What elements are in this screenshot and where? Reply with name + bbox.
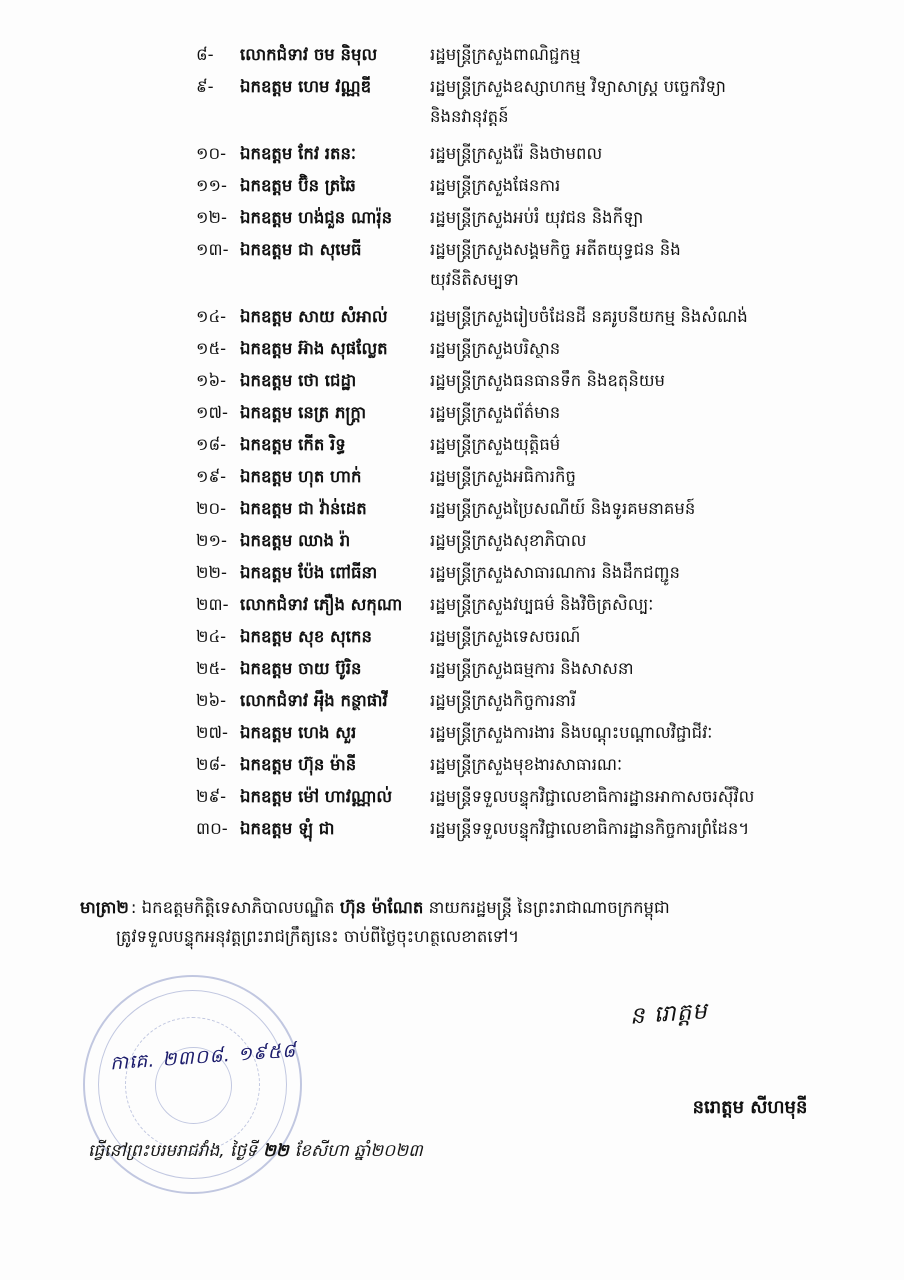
- list-item-number: ២២-: [196, 563, 227, 582]
- list-item: [0, 203, 904, 233]
- list-item-role: រដ្ឋមន្ត្រីក្រសួងយុត្តិធម៌: [430, 435, 561, 454]
- list-item-number: ១៩-: [196, 467, 227, 486]
- list-item-role: រដ្ឋមន្ត្រីក្រសួងរ៉ែ និងថាមពល: [430, 144, 603, 163]
- list-item: [0, 462, 904, 492]
- list-item-role: រដ្ឋមន្ត្រីក្រសួងវប្បធម៌ និងវិចិត្រសិល្បៈ: [430, 595, 654, 614]
- place-and-date: [88, 1140, 423, 1165]
- list-item-name: ឯកឧត្តម ហ៊ុន ម៉ានី: [240, 755, 357, 774]
- place-prefix: ធ្វើនៅព្រះបរមរាជវាំង, ថ្ងៃទី: [88, 1141, 258, 1161]
- list-item-role: រដ្ឋមន្ត្រីក្រសួងសុខាភិបាល: [430, 531, 587, 550]
- reference-number: កាគេ. ២៣០៨. ១៩៥៨: [109, 1039, 298, 1075]
- list-item-role: រដ្ឋមន្ត្រីក្រសួងកិច្ចការនារី: [430, 691, 576, 710]
- signatory-name: នរោត្តម សីហមុនី: [692, 1097, 808, 1118]
- list-item: [0, 750, 904, 780]
- list-item-name: លោកជំទាវ អុឹង កន្ថាផាវី: [240, 691, 388, 710]
- list-item-name: ឯកឧត្តម អ៊ាង សុផល្លែត: [240, 339, 388, 358]
- list-item-role: រដ្ឋមន្ត្រីក្រសួងសាធារណការ និងដឹកជញ្ជូន: [430, 563, 680, 582]
- list-item: [0, 302, 904, 332]
- list-item-role: រដ្ឋមន្ត្រីក្រសួងទេសចរណ៍: [430, 627, 581, 646]
- list-item-number: ២១-: [196, 531, 227, 550]
- list-item-name: ឯកឧត្តម ហេង សួរ: [240, 723, 357, 742]
- list-item: [0, 398, 904, 428]
- list-item-name: ឯកឧត្តម ហង់ជួន ណារ៉ុន: [240, 208, 393, 227]
- list-item-name: លោកជំទាវ ចម និមុល: [240, 45, 378, 64]
- list-item: [0, 72, 904, 132]
- list-item-name: ឯកឧត្តម ចាយ ប៊ូរិន: [240, 659, 362, 678]
- list-item-number: ៣០-: [196, 819, 228, 838]
- list-item-role: រដ្ឋមន្ត្រីក្រសួងផែនការ: [430, 176, 561, 195]
- list-item-number: ២៦-: [196, 691, 227, 710]
- list-item-role: រដ្ឋមន្ត្រីក្រសួងធនធានទឹក និងឧតុនិយម: [430, 371, 666, 390]
- list-item-role: រដ្ឋមន្ត្រីទទួលបន្ទុកវិជ្ជាលេខាធិការដ្ឋានអាកាសចរស៊ីវិល: [430, 787, 755, 806]
- list-item-number: ៩-: [196, 77, 214, 96]
- list-item: [0, 526, 904, 556]
- list-item: [0, 366, 904, 396]
- article-bold-name: ហ៊ុន ម៉ាណែត: [339, 898, 424, 917]
- list-item-role: រដ្ឋមន្ត្រីក្រសួងប្រៃសណីយ៍ និងទូរគមនាគមន៍: [430, 499, 696, 518]
- list-item-role: រដ្ឋមន្ត្រីក្រសួងរៀបចំដែនដី នគរូបនីយកម្ម និងសំណង់: [430, 307, 748, 326]
- article-line-1: : ឯកឧត្តមកិត្តិទេសាភិបាលបណ្ឌិត: [130, 898, 335, 917]
- list-item-number: ២៨-: [196, 755, 227, 774]
- list-item: [0, 139, 904, 169]
- article-line-2: ត្រូវទទួលបន្ទុកអនុវត្តព្រះរាជក្រឹត្យនេះ ចាប់ពីថ្ងៃចុះហត្ថលេខាតទៅ។: [116, 927, 520, 946]
- list-item: [0, 171, 904, 201]
- article-2: [80, 893, 870, 951]
- list-item-number: ១៧-: [196, 403, 228, 422]
- list-item-number: ១៤-: [196, 307, 227, 326]
- list-item-role: រដ្ឋមន្ត្រីក្រសួងពាណិជ្ជកម្ម: [430, 45, 581, 64]
- list-item-number: ១២-: [196, 208, 227, 227]
- list-item-role: រដ្ឋមន្ត្រីក្រសួងអធិការកិច្ច: [430, 467, 576, 486]
- list-item-name: ឯកឧត្តម ហេម វណ្ណឌី: [240, 77, 372, 96]
- list-item-role: រដ្ឋមន្ត្រីទទួលបន្ទុកវិជ្ជាលេខាធិការដ្ឋានកិច្ចការព្រំដែន។: [430, 819, 750, 838]
- list-item-name: ឯកឧត្តម ហុត ហាក់: [240, 467, 362, 486]
- list-item-name: ឯកឧត្តម សុខ សុកេន: [240, 627, 372, 646]
- list-item-number: ២៣-: [196, 595, 229, 614]
- list-item-number: ១៥-: [196, 339, 227, 358]
- list-item-role: រដ្ឋមន្ត្រីក្រសួងមុខងារសាធារណៈ: [430, 755, 623, 774]
- list-item-number: ២៤-: [196, 627, 227, 646]
- article-line-1-tail: នាយករដ្ឋមន្ត្រី នៃព្រះរាជាណាចក្រកម្ពុជា: [423, 898, 670, 917]
- list-item-number: ២៥-: [196, 659, 227, 678]
- list-item: [0, 782, 904, 812]
- list-item-name: ឯកឧត្តម កែវ រតនៈ: [240, 144, 357, 163]
- minister-list: [0, 40, 904, 846]
- list-item-name: ឯកឧត្តម ជា វ៉ាន់ដេត: [240, 499, 367, 518]
- list-item-name: ឯកឧត្តម ជា សុមេធី: [240, 240, 362, 259]
- list-item-name: ឯកឧត្តម ឡុំ ជា: [240, 819, 335, 838]
- list-item: [0, 814, 904, 844]
- list-item: [0, 590, 904, 620]
- list-item-number: ២៧-: [196, 723, 228, 742]
- date-day: ២២: [263, 1141, 289, 1161]
- list-item-role: រដ្ឋមន្ត្រីក្រសួងសង្គមកិច្ច អតីតយុទ្ធជន និង យុវនីតិសម្បទា: [430, 240, 681, 289]
- list-item-number: ១៦-: [196, 371, 227, 390]
- date-month-year: ខែសីហា ឆ្នាំ២០២៣: [294, 1141, 423, 1161]
- list-item: [0, 622, 904, 652]
- list-item-role: រដ្ឋមន្ត្រីក្រសួងព័ត៌មាន: [430, 403, 561, 422]
- list-item-role: រដ្ឋមន្ត្រីក្រសួងបរិស្ថាន: [430, 339, 561, 358]
- list-item-name: ឯកឧត្តម ម៉ៅ ហាវណ្ណាល់: [240, 787, 393, 806]
- list-item-name: ឯកឧត្តម ប៊ិន ត្រឆៃ: [240, 176, 356, 195]
- list-item: [0, 334, 904, 364]
- list-item-name: ឯកឧត្តម ឈាង រ៉ា: [240, 531, 351, 550]
- list-item-number: ១៨-: [196, 435, 227, 454]
- list-item-number: ២០-: [196, 499, 227, 518]
- list-item-role: រដ្ឋមន្ត្រីក្រសួងការងារ និងបណ្ដុះបណ្ដាលវិជ្ជាជីវៈ: [430, 723, 713, 742]
- list-item-role: រដ្ឋមន្ត្រីក្រសួងអប់រំ យុវជន និងកីឡា: [430, 208, 644, 227]
- list-item-number: ៨-: [196, 45, 214, 64]
- list-item-name: ឯកឧត្តម សាយ សំអាល់: [240, 307, 388, 326]
- list-item: [0, 718, 904, 748]
- list-item-name: ឯកឧត្តម ថោ ជេដ្ឋា: [240, 371, 357, 390]
- list-item: [0, 654, 904, 684]
- list-item: [0, 40, 904, 70]
- list-item-name: ឯកឧត្តម កើត រិទ្ធ: [240, 435, 346, 454]
- handwritten-signature: ន រោត្តម: [629, 998, 709, 1030]
- list-item: [0, 558, 904, 588]
- list-item-number: ២៩-: [196, 787, 227, 806]
- list-item: [0, 494, 904, 524]
- list-item: [0, 430, 904, 460]
- list-item-number: ១១-: [196, 176, 227, 195]
- list-item-name: ឯកឧត្តម នេត្រ ភក្ត្រា: [240, 403, 367, 422]
- list-item-role: រដ្ឋមន្ត្រីក្រសួងឧស្សាហកម្ម វិទ្យាសាស្ត្រ បច្ចេកវិទ្យា និងនវានុវត្តន៍: [430, 77, 726, 126]
- list-item-number: ១៣-: [196, 240, 229, 259]
- list-item-name: លោកជំទាវ ភឿង សកុណា: [240, 595, 403, 614]
- list-item: [0, 686, 904, 716]
- list-item: [0, 235, 904, 295]
- article-label: មាត្រា២: [80, 898, 129, 917]
- list-item-role: រដ្ឋមន្ត្រីក្រសួងធម្មការ និងសាសនា: [430, 659, 634, 678]
- list-item-number: ១០-: [196, 144, 227, 163]
- list-item-name: ឯកឧត្តម ប៉ែង ពៅធីនា: [240, 563, 378, 582]
